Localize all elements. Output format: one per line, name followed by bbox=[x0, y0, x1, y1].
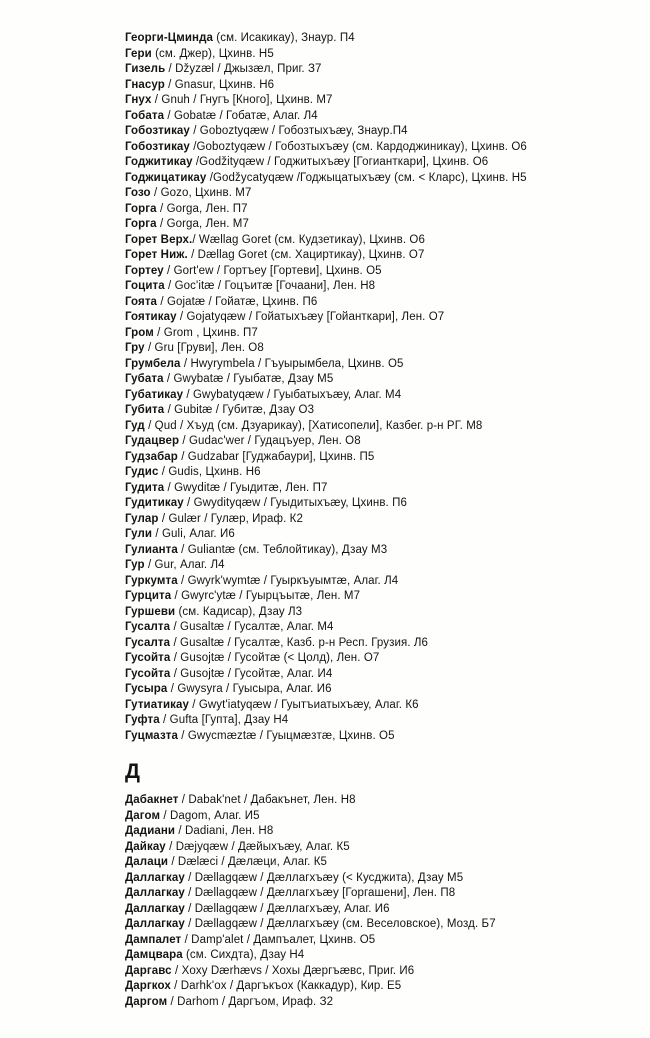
entry-line bbox=[125, 809, 620, 825]
entry-line bbox=[125, 840, 620, 856]
entry-details: / Gusaltæ / Гусалтæ, Казб. р-н Респ. Грузия. Л6 bbox=[170, 636, 429, 649]
entry-headword: Гуд bbox=[125, 419, 145, 432]
entry-headword: Георги-Цминда bbox=[125, 32, 213, 44]
entry-headword: Гурцита bbox=[125, 590, 172, 602]
entry-headword: Гудацвер bbox=[125, 435, 180, 447]
entry-line bbox=[125, 450, 620, 466]
entry-list-g bbox=[125, 31, 620, 744]
entry-headword: Годжитикау bbox=[125, 156, 193, 168]
entry-headword: Гулар bbox=[125, 512, 159, 525]
entry-details: / Goboztyqæw / Гобозтыхъæу, Знаур.П4 bbox=[189, 125, 408, 137]
entry-details: /Godžityqæw / Годжитыхъæу [Гогианткари], Цхинв. О6 bbox=[192, 156, 489, 168]
entry-line bbox=[125, 964, 620, 980]
entry-details: / Gojatæ / Гойатæ, Цхинв. П6 bbox=[157, 295, 318, 308]
entry-details: / Guli, Алаг. И6 bbox=[152, 528, 235, 540]
entry-line bbox=[125, 589, 620, 605]
entry-headword: Гудита bbox=[125, 481, 165, 494]
entry-headword: Горга bbox=[125, 202, 157, 215]
entry-line bbox=[125, 995, 620, 1011]
entry-headword: Гобата bbox=[125, 109, 165, 122]
entry-headword: Губита bbox=[125, 404, 165, 416]
entry-line bbox=[125, 496, 620, 512]
entry-details: / Guliantæ (см. Теблойтикау), Дзау М3 bbox=[177, 543, 388, 556]
entry-details: / Goc'itæ / Гоцъитæ [Гочаани], Лен. Н8 bbox=[164, 280, 376, 292]
entry-line bbox=[125, 793, 620, 809]
entry-headword: Дадиани bbox=[125, 825, 176, 837]
entry-headword: Горет Верх. bbox=[125, 233, 193, 246]
entry-headword: Гуфта bbox=[125, 714, 160, 726]
entry-headword: Гудзабар bbox=[125, 450, 178, 463]
entry-details: / Gudzabar [Гуджабаури], Цхинв. П5 bbox=[177, 450, 375, 463]
entry-headword: Горет Ниж. bbox=[125, 249, 188, 261]
entry-line bbox=[125, 372, 620, 388]
entry-details: / Gulær / Гулæр, Ираф. К2 bbox=[158, 512, 303, 525]
entry-line bbox=[125, 620, 620, 636]
entry-details: / Gwybatyqæw / Гуыбатыхъæу, Алаг. М4 bbox=[183, 388, 402, 401]
entry-headword: Дайкау bbox=[125, 840, 166, 853]
entry-line bbox=[125, 574, 620, 590]
entry-line bbox=[125, 78, 620, 94]
entry-headword: Гусалта bbox=[125, 621, 171, 633]
entry-details: / Dællagqæw / Дæллагхъæу [Горгашени], Лен. П8 bbox=[184, 887, 456, 899]
entry-headword: Гуршеви bbox=[125, 605, 176, 618]
entry-line bbox=[125, 543, 620, 559]
entry-line bbox=[125, 341, 620, 357]
entry-details: (см. Кадисар), Дзау Л3 bbox=[175, 605, 303, 618]
entry-line bbox=[125, 388, 620, 404]
entry-details: / Gusojtæ / Гусойтæ, Алаг. И4 bbox=[170, 667, 333, 680]
entry-details: / Gwyditæ / Гуыдитæ, Лен. П7 bbox=[164, 481, 328, 494]
entry-details: / Damp'alet / Дампъалет, Цхинв. О5 bbox=[181, 933, 376, 946]
entry-line bbox=[125, 217, 620, 233]
entry-headword: Грумбела bbox=[125, 357, 181, 370]
entry-details: / Qud / Хъуд (см. Дзуарикау), [Хатисопели], Казбег. р-н РГ. М8 bbox=[144, 419, 483, 432]
entry-details: / Dællagqæw / Дæллагхъæу (< Кусджита), Дзау М5 bbox=[184, 871, 464, 884]
entry-details: / Gudis, Цхинв. Н6 bbox=[158, 466, 261, 478]
section-header-d: Д bbox=[125, 760, 140, 783]
entry-headword: Гусойта bbox=[125, 652, 171, 664]
entry-line bbox=[125, 481, 620, 497]
entry-headword: Гули bbox=[125, 528, 153, 540]
entry-details: / Gwyrk'wymtæ / Гуыркъуымтæ, Алаг. Л4 bbox=[177, 574, 399, 587]
entry-line bbox=[125, 902, 620, 918]
entry-headword: Гур bbox=[125, 559, 145, 571]
entry-line bbox=[125, 886, 620, 902]
entry-line bbox=[125, 651, 620, 667]
entry-headword: Гери bbox=[125, 47, 152, 60]
entry-headword: Гобозтикау bbox=[125, 125, 190, 137]
entry-headword: Гоцита bbox=[125, 280, 165, 292]
entry-headword: Гудитикау bbox=[125, 497, 184, 509]
entry-line bbox=[125, 682, 620, 698]
entry-headword: Гусыра bbox=[125, 683, 168, 695]
entry-line bbox=[125, 202, 620, 218]
entry-headword: Гортеу bbox=[125, 264, 164, 277]
entry-line bbox=[125, 248, 620, 264]
entry-headword: Гутиатикау bbox=[125, 698, 189, 711]
entry-details: / Gozo, Цхинв. М7 bbox=[150, 187, 252, 199]
entry-details: / Gwysyra / Гуысыра, Алаг. И6 bbox=[167, 683, 332, 695]
entry-headword: Гру bbox=[125, 342, 145, 354]
entry-details: / Gur, Алаг. Л4 bbox=[144, 559, 225, 571]
entry-details: / Gudac'wer / Гудацъуер, Лен. О8 bbox=[179, 435, 361, 447]
entry-line bbox=[125, 713, 620, 729]
entry-details: / Gru [Груви], Лен. О8 bbox=[144, 342, 264, 354]
entry-details: / Dadiani, Лен. Н8 bbox=[175, 825, 274, 837]
entry-line bbox=[125, 140, 620, 156]
entry-line bbox=[125, 917, 620, 933]
entry-line bbox=[125, 871, 620, 887]
entry-line bbox=[125, 419, 620, 435]
entry-headword: Далаци bbox=[125, 856, 169, 868]
entry-headword: Даллагкау bbox=[125, 918, 185, 930]
entry-details: / Gort'ew / Гортъеу [Гортеви], Цхинв. О5 bbox=[163, 264, 382, 277]
entry-details: / Gusaltæ / Гусалтæ, Алаг. М4 bbox=[170, 621, 334, 633]
entry-line bbox=[125, 527, 620, 543]
entry-headword: Дампалет bbox=[125, 933, 182, 946]
entry-headword: Горга bbox=[125, 218, 157, 230]
entry-line bbox=[125, 357, 620, 373]
entry-details: / Dælæci / Дæлæци, Алаг. К5 bbox=[168, 856, 328, 868]
entry-line bbox=[125, 434, 620, 450]
entry-details: /Goboztyqæw / Гобозтыхъæу (см. Кардоджиникау), Цхинв. О6 bbox=[189, 140, 527, 153]
entry-line bbox=[125, 279, 620, 295]
entry-details: / Grom , Цхинв. П7 bbox=[153, 326, 258, 339]
entry-headword: Дамцвара bbox=[125, 949, 183, 961]
entry-headword: Дагом bbox=[125, 809, 161, 822]
entry-details: / Gwydityqæw / Гуыдитыхъæу, Цхинв. П6 bbox=[183, 497, 407, 509]
entry-headword: Даргкох bbox=[125, 980, 171, 992]
entry-details: / Gufta [Гупта], Дзау Н4 bbox=[159, 714, 289, 726]
entry-line bbox=[125, 979, 620, 995]
entry-line bbox=[125, 62, 620, 78]
entry-details: (см. Джер), Цхинв. Н5 bbox=[151, 47, 274, 60]
entry-headword: Гуркумта bbox=[125, 574, 178, 587]
entry-details: / Dæjyqæw / Дæйыхъæу, Алаг. К5 bbox=[165, 840, 350, 853]
entry-details: / Darhk'ox / Даргъкъох (Каккадур), Кир. Е5 bbox=[170, 980, 402, 992]
entry-list-d bbox=[125, 793, 620, 1010]
entry-details: / Hwyrymbela / Гъуырымбела, Цхинв. О5 bbox=[180, 357, 404, 370]
entry-headword: Гусойта bbox=[125, 667, 171, 680]
entry-line bbox=[125, 403, 620, 419]
entry-headword: Даллагкау bbox=[125, 902, 185, 915]
entry-details: / Xoxy Dærhævs / Хохы Дæргъæвс, Приг. И6 bbox=[171, 964, 415, 977]
entry-line bbox=[125, 47, 620, 63]
entry-line bbox=[125, 605, 620, 621]
entry-details: / Wællag Goret (см. Кудзетикау), Цхинв. О6 bbox=[192, 233, 425, 246]
entry-details: / Gwyrc'ytæ / Гуырцъытæ, Лен. М7 bbox=[171, 590, 361, 602]
entry-headword: Гобозтикау bbox=[125, 140, 190, 153]
entry-headword: Гоята bbox=[125, 295, 158, 308]
entry-headword: Гозо bbox=[125, 187, 151, 199]
entry-details: / Gorga, Лен. М7 bbox=[156, 218, 249, 230]
entry-details: / Gusojtæ / Гусойтæ (< Цолд), Лен. О7 bbox=[170, 652, 380, 664]
entry-headword: Дабакнет bbox=[125, 794, 179, 806]
entry-line bbox=[125, 667, 620, 683]
entry-line bbox=[125, 729, 620, 745]
entry-details: / Gorga, Лен. П7 bbox=[156, 202, 248, 215]
entry-headword: Гулианта bbox=[125, 543, 178, 556]
entry-headword: Гоятикау bbox=[125, 311, 177, 323]
entry-details: / Gojatyqæw / Гойатыхъæу [Гойанткари], Лен. О7 bbox=[176, 311, 445, 323]
entry-headword: Губатикау bbox=[125, 388, 184, 401]
entry-details: / Gubitæ / Губитæ, Дзау О3 bbox=[164, 404, 315, 416]
entry-details: (см. Сихдта), Дзау Н4 bbox=[182, 949, 305, 961]
entry-details: /Godžycatyqæw /Годжыцатыхъæу (см. < Кларс), Цхинв. Н5 bbox=[206, 171, 527, 184]
entry-line bbox=[125, 855, 620, 871]
entry-details: / Gwycmæztæ / Гуыцмæзтæ, Цхинв. О5 bbox=[177, 729, 395, 742]
entry-line bbox=[125, 465, 620, 481]
entry-headword: Губата bbox=[125, 373, 164, 385]
entry-headword: Гусалта bbox=[125, 636, 171, 649]
entry-line bbox=[125, 824, 620, 840]
entry-details: / Dællagqæw / Дæллагхъæу (см. Веселовское), Мозд. Б7 bbox=[184, 918, 496, 930]
entry-details: / Gwyt'iatyqæw / Гуытъиатыхъæу, Алаг. К6 bbox=[188, 698, 419, 711]
entry-line bbox=[125, 512, 620, 528]
entry-line bbox=[125, 31, 620, 47]
entry-headword: Гудис bbox=[125, 466, 159, 478]
entry-line bbox=[125, 233, 620, 249]
entry-line bbox=[125, 186, 620, 202]
entry-line bbox=[125, 264, 620, 280]
entry-line bbox=[125, 109, 620, 125]
entry-line bbox=[125, 171, 620, 187]
entry-line bbox=[125, 636, 620, 652]
entry-details: / Gnuh / Гнугъ [Кного], Цхинв. М7 bbox=[151, 94, 333, 106]
entry-line bbox=[125, 155, 620, 171]
entry-headword: Гром bbox=[125, 326, 154, 339]
entry-line bbox=[125, 295, 620, 311]
entry-line bbox=[125, 948, 620, 964]
entry-line bbox=[125, 698, 620, 714]
entry-details: / Darhom / Даргъом, Ираф. З2 bbox=[167, 995, 334, 1008]
entry-line bbox=[125, 310, 620, 326]
entry-line bbox=[125, 558, 620, 574]
entry-headword: Годжицатикау bbox=[125, 171, 207, 184]
entry-details: / Gnasur, Цхинв. Н6 bbox=[164, 78, 275, 91]
entry-details: / Dabak'net / Дабакънет, Лен. Н8 bbox=[178, 794, 356, 806]
entry-headword: Даргавс bbox=[125, 964, 172, 977]
entry-line bbox=[125, 93, 620, 109]
entry-details: / Dællagqæw / Дæллагхъæу, Алаг. И6 bbox=[184, 902, 390, 915]
entry-line bbox=[125, 933, 620, 949]
entry-headword: Гуцмазта bbox=[125, 729, 178, 742]
entry-headword: Даргом bbox=[125, 995, 168, 1008]
entry-details: (см. Исакикау), Знаур. П4 bbox=[213, 32, 355, 44]
entry-headword: Даллагкау bbox=[125, 887, 185, 899]
entry-headword: Даллагкау bbox=[125, 871, 185, 884]
entry-headword: Гнасур bbox=[125, 78, 165, 91]
entry-details: / Dagom, Алаг. И5 bbox=[160, 809, 260, 822]
entry-details: / Džyzæl / Джызæл, Приг. З7 bbox=[165, 63, 322, 75]
entry-headword: Гнух bbox=[125, 94, 152, 106]
entry-details: / Gobatæ / Гобатæ, Алаг. Л4 bbox=[164, 109, 318, 122]
entry-line bbox=[125, 124, 620, 140]
entry-line bbox=[125, 326, 620, 342]
entry-details: / Dællag Goret (см. Хациртикау), Цхинв. О7 bbox=[187, 249, 425, 261]
entry-details: / Gwybatæ / Гуыбатæ, Дзау М5 bbox=[163, 373, 334, 385]
entry-headword: Гизель bbox=[125, 63, 166, 75]
